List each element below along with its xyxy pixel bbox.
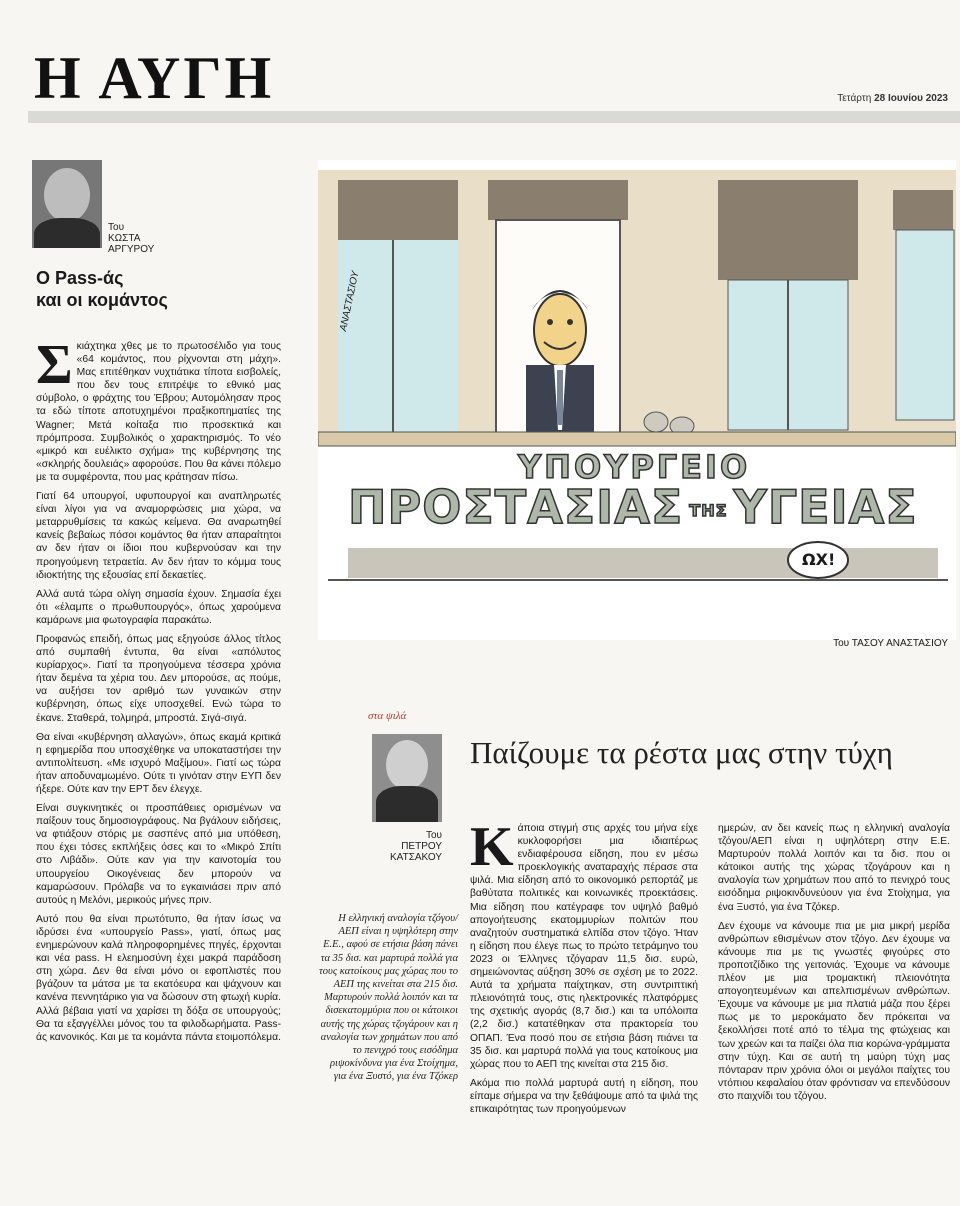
- cartoon-sign-small: ΤΗΣ: [689, 501, 728, 520]
- article1-paragraph: Προφανώς επειδή, όπως μας εξηγούσε άλλος τίτλος από συμπαθή έντυπα, θα είναι «απόλυτος κυρίαρχος». Γιατί τα προηγούμενα τέσσερα χρόνια ήταν δεμένα τα χέρια του. Δεν μπορούσε, ας πούμε, να αυξήσει τον αριθμό των γυναικών στην κυβέρνηση, όπως είχε υποσχεθεί. Ενώ τώρα το έκανε. Σταθερά, τολμηρά, μπροστά. Σιγά-σιγά.: [36, 633, 281, 724]
- article2-title: Παίζουμε τα ρέστα μας στην τύχη: [470, 735, 893, 770]
- article2-paragraph: Ακόμα πιο πολλά μαρτυρά αυτή η είδηση, που είπαμε σήμερα να την ξεθάψουμε από τα ψιλά της επικαιρότητας των προηγούμενων: [470, 1077, 698, 1115]
- issue-date: [837, 93, 948, 104]
- cartoon-caption-prefix: Του: [833, 638, 850, 649]
- editorial-cartoon: [318, 160, 956, 640]
- article1-paragraph: Αυτό που θα είναι πρωτότυπο, θα ήταν ίσως να ιδρύσει ένα «υπουργείο Pass», γιατί, όπως μας ενημερώνουν καλά πληροφορημένες πηγές, έρχονται και νέα pass. Η ελεημοσύνη έχει μακρά παράδοση στη χώρα. Δεν θα είναι μόνο οι εφοπλιστές που βγάζουν τα μάτσα με τα εκατόευρα και ψάχνουν και κανένα πεννητάρικο για να δώσουν στη φτωχή κυρία. Αλλά βέβαια γιατί να χαρίσει τη δόξα σε υπουργούς; Θα τα εξαγγέλλει μόνος του τα φιλοδωρήματα. Pass-άς κανονικός. Και με τα κομάντα πάντα ετοιμοπόλεμα.: [36, 913, 281, 1043]
- byline-prefix: Του: [108, 222, 125, 233]
- byline-name-2: ΑΡΓΥΡΟΥ: [108, 244, 155, 255]
- cartoon-sign-word-prostasias: ΠΡΟΣΤΑΣΙΑΣ: [348, 480, 684, 534]
- cartoon-signature: ΑΝΑΣΤΑΣΙΟΥ: [338, 270, 362, 333]
- cartoon-caption: [833, 638, 948, 649]
- article1-title-line2: και οι κομάντος: [36, 290, 168, 310]
- byline-name-2: ΚΑΤΣΑΚΟΥ: [390, 852, 443, 863]
- article2-paragraph: ημερών, αν δει κανείς πως η ελληνική αναλογία τζόγου/ΑΕΠ είναι η υψηλότερη στην Ε.Ε. Μαρτυρούν πολλά λοιπόν και τα δισ. που οι κάτοικοι αυτής της χώρας τζογάρουν και η αναλογία των χρημάτων που από το πενιχρό τους εισόδημα ριψοκινδυνεύουν για ένα Στοίχημα, για ένα Ξυστό, για ένα Τζόκερ.: [718, 823, 950, 913]
- cartoon-sign-word-ygeias: ΥΓΕΙΑΣ: [733, 480, 918, 534]
- article2-column-2: [718, 822, 950, 1109]
- article1-paragraph: Γιατί 64 υπουργοί, υφυπουργοί και αναπληρωτές είναι λίγοι για να αναμορφώσεις μια χώρα, να μεταρρυθμίσεις τα κακώς κείμενα. Θα αναρωτηθεί κανείς βεβαίως πόσοι κομάντος θα ήταν απαραίτητοι αν δεν ήταν οι ίδιοι που κυβερνούσαν και την προηγούμενη τετραετία. Αν δεν ήταν το κόμμα τους ιδιοκτήτης της εξουσίας επί δεκαετίες.: [36, 491, 281, 581]
- article1-dropcap: Σ: [36, 334, 73, 396]
- cartoon-caption-name: ΤΑΣΟΥ ΑΝΑΣΤΑΣΙΟΥ: [851, 638, 948, 649]
- byline-name-1: ΠΕΤΡΟΥ: [401, 841, 442, 852]
- byline-katsakou: [390, 830, 442, 863]
- article1-paragraph: Αλλά αυτά τώρα ολίγη σημασία έχουν. Σημασία έχει ότι «έλαμπε ο πρωθυπουργός», όπως χαρούμενα καμάρωνε μια φωτογραφία παρακάτω.: [36, 588, 281, 626]
- article1-paragraph: Θα είναι «κυβέρνηση αλλαγών», όπως εκαμά κριτικά η εφημερίδα που υποσχέθηκε να υποκαταστήσει την αντιπολίτευση. «Με ισχυρό Μαξίμου». Γιατί ως τώρα ήταν αποδυναμωμένο. Ούτε τι γινόταν στην ΕΥΠ δεν ήξερε. Ούτε καν την ΕΡΤ δεν έλεγχε.: [36, 731, 281, 795]
- article2-pullquote: Η ελληνική αναλογία τζόγου/ΑΕΠ είναι η υψηλότερη στην Ε.Ε., αφού σε ετήσια βάση πάνει τα 35 δισ. και μαρτυρά πολλά για τους κατοίκους μας χώρας που το ΑΕΠ της κινείται στα 215 δισ. Μαρτυρούν πολλά λοιπόν και τα δισεκατομμύρια που οι κάτοικοι αυτής της χώρας τζογάρουν και η αναλογία των χρημάτων που από το πενιχρό τους εισόδημα ριψοκίνδυνα για ένα Στοίχημα, για ένα Ξυστό, για ένα Τζόκερ: [319, 913, 458, 1083]
- byline-name-1: ΚΩΣΤΑ: [108, 233, 141, 244]
- cartoon-illustration: [318, 160, 956, 640]
- article1-body: [36, 334, 281, 1050]
- author-photo-argyrou: [32, 160, 102, 248]
- article1-title-line1: Ο Pass-άς: [36, 268, 124, 288]
- article2-paragraph: Δεν έχουμε να κάνουμε πια με μια μικρή μερίδα ανθρώπων εθισμένων στον τζόγο. Δεν έχουμε να κάνουμε πια με τις γνωστές φιγούρες στο προποτζίδικο της γειτονιάς. Έχουμε να κάνουμε πλέον με μια τρομακτική πλειονότητα απογοητευμένων και απελπισμένων ανθρώπων. Έχουμε να κάνουμε με μια πλατιά μάζα που ξέρει πως με το μεροκάματο δεν πρόκειται να ξεκολλήσει ποτέ από το τέλμα της φτώχειας και των χρεών και τα παίζει όλα πια κορώνα-γράμματα στην τύχη. Και σε αυτή τη μαύρη τύχη μας πόνταραν πριν χρόνια όλοι οι μεγάλοι παίχτες του ντόπιου κεφαλαίου όταν φρόντισαν να επενδύσουν στο παιχνίδι του τζόγου.: [718, 920, 950, 1102]
- article2-dropcap: Κ: [470, 816, 514, 878]
- cartoon-sign-line2: [348, 480, 918, 534]
- article1-title: [36, 267, 276, 311]
- header-rule: [28, 111, 960, 123]
- byline-prefix: Του: [425, 830, 442, 841]
- section-kicker: στα ψιλά: [368, 710, 407, 722]
- article1-paragraph: Είναι συγκινητικές οι προσπάθειες ορισμένων να παίξουν τους δημοσιογράφους. Να βγάλουν ειδήσεις, να φτιάξουν στόρις με σασπένς από μια υπόθεση, που έχει τόσες εκπλήξεις όσες και το «Μικρό Σπίτι στο Λιβάδι». Ούτε καν για την καινοτομία του υπουργείου Οικογένειας δεν μπορούν να καμαρώσουν. Πρόλαβε να το εγκαινιάσει πριν από αυτούς η Μελόνι, μερικούς μήνες πριν.: [36, 803, 281, 906]
- author-photo-katsakou: [372, 734, 442, 822]
- article2-column-1: [470, 816, 698, 1122]
- article1-paragraph: Σκιάχτηκα χθες με το πρωτοσέλιδο για τους «64 κομάντος, που ρίχνονται στη μάχη». Μας επιτέθηκαν νυχτιάτικα τίποτα εισβολείς, που δεν τους επιτρέψε το εθνικό μας σύμβολο, ο φράχτης του Έβρου; Αυτομόλησαν προς τα εδώ τίποτε αποτυχημένοι πραξικοπηματίες της Wagner; Μετά κοίταξα πιο προσεκτικά και πρόμπροσα. Συμβολικός ο χαρακτηρισμός. Το νέο «μικρό και ευέλικτο σχήμα» της κυβέρνησης της «σκληρής δουλειάς» αφορούσε. Που θα κάνει πόλεμο με τα συμφέροντα, που μας κράτησαν πίσω.: [36, 334, 281, 483]
- date-full: 28 Ιουνίου 2023: [874, 93, 948, 104]
- date-weekday: Τετάρτη: [837, 93, 872, 104]
- byline-argyrou: [108, 222, 154, 255]
- cartoon-speech-text: ΩΧ!: [802, 550, 836, 569]
- cartoon-sign-line1: ΥΠΟΥΡΓΕΙΟ: [518, 448, 751, 486]
- article2-paragraph: Κάποια στιγμή στις αρχές του μήνα είχε κυκλοφορήσει μια ιδιαιτέρως ενδιαφέρουσα είδηση, που εν μέσω προεκλογικής αναταραχής πέρασε στα ψιλά. Μια είδηση από το οικονομικό ρεπορτάζ με βαθύτατα πολιτικές και κοινωνικές προεκτάσεις. Μια είδηση που κατέγραφε τον υψηλό βαθμό απογοήτευσης εκατομμυρίων πολιτών που αναζητούν συστηματικά ελπίδα στον τζόγο. Ήταν η είδηση που έλεγε πως το πρώτο τετράμηνο του 2023 οι Έλληνες τζόγαραν 11,5 δισ. ευρώ, σημειώνοντας αύξηση 30% σε σχέση με το 2022. Αυτά τα χρήματα παίχτηκαν, στη συντριπτική πλειονότητά τους, στις ηλεκτρονικές πλατφόρμες της σχετικής αγοράς (8,7 δισ.) και τα υπόλοιπα (2,2 δισ.) κατατέθηκαν στα πρακτορεία του ΟΠΑΠ. Ένα ποσό που σε ετήσια βάση πιάνει τα 35 δισ. και μαρτυρά πολλά για τους κατοίκους μια χώρας που το ΑΕΠ της κινείται στα 215 δισ.: [470, 816, 698, 1070]
- masthead-title: Η ΑΥΓΗ: [34, 45, 275, 111]
